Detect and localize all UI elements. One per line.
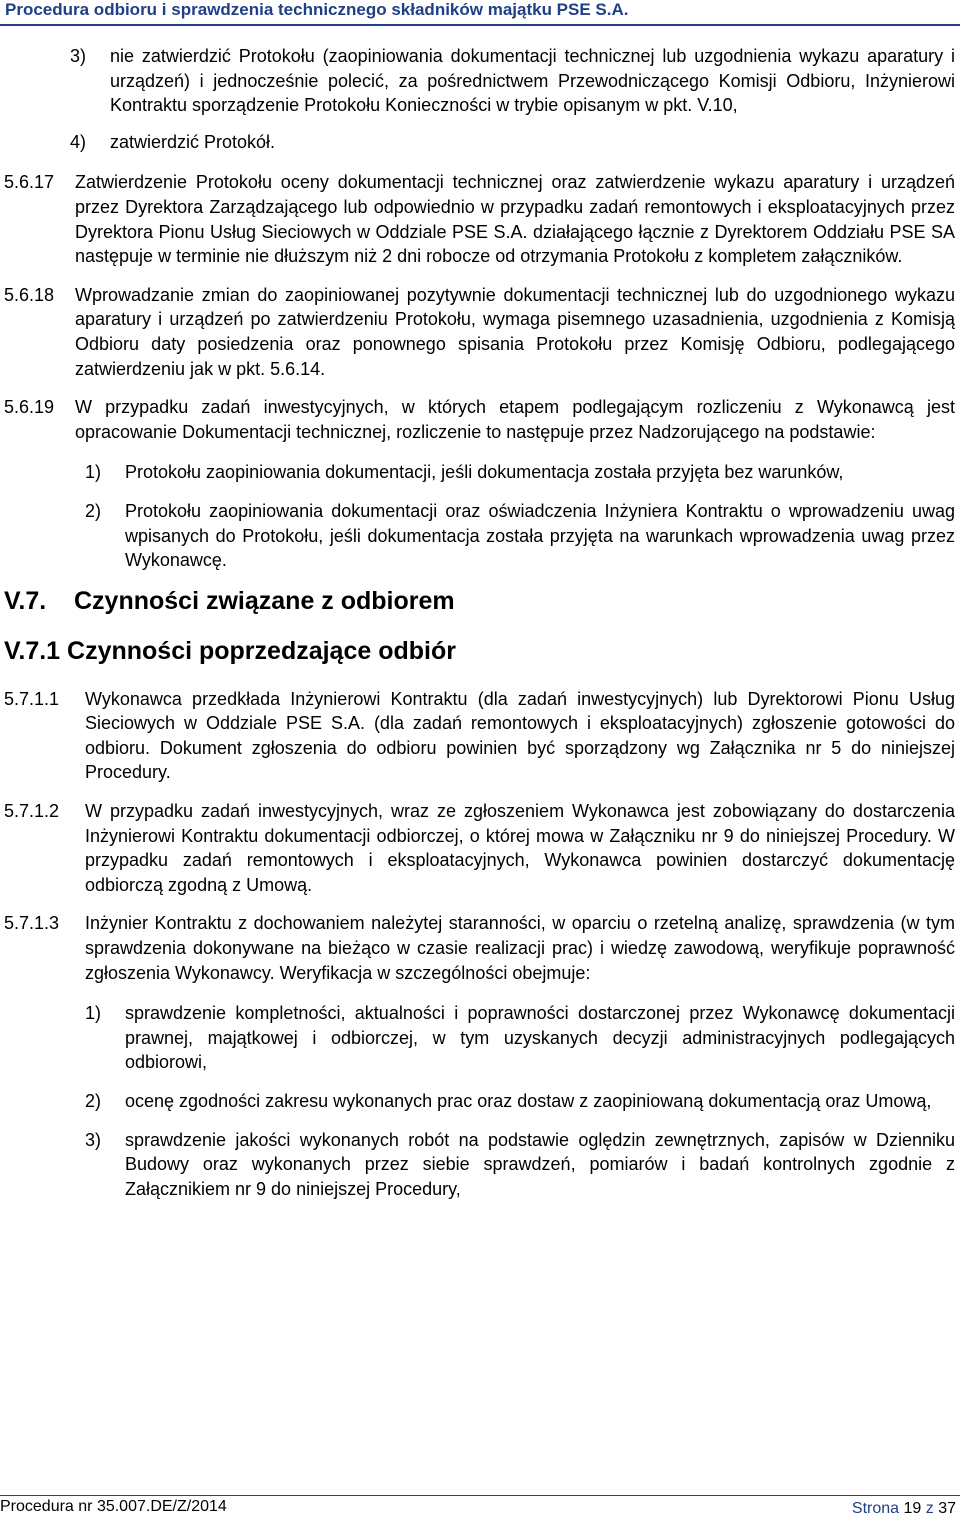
section-title: V.7.1 Czynności poprzedzające odbiór [4, 636, 456, 665]
list-item-4 [70, 130, 955, 155]
section-heading-v7-1 [4, 625, 960, 679]
paragraph-text: Zatwierdzenie Protokołu oceny dokumentacji technicznej oraz zatwierdzenie wykazu aparatury i urządzeń przez Dyrektora Zarządzającego lub odpowiednio w przypadku zadań remontowych i eksploatacyjnych przez Dyrektora Pionu Usług Sieciowych w Oddziale PSE S.A. działającego łącznie z Dyrektorem Oddziału PSE SA następuje w terminie nie dłuższym niż 2 dni robocze od otrzymania Protokołu z kompletem załączników. [75, 172, 955, 267]
list-number: 4) [70, 131, 87, 152]
list-text: Protokołu zaopiniowania dokumentacji, jeśli dokumentacja została przyjęta bez warunków, [125, 462, 844, 483]
paragraph-5-6-19 [4, 395, 955, 444]
list-number: 2) [85, 500, 102, 521]
footer-divider [0, 1495, 960, 1496]
footer-page-indicator [852, 1500, 956, 1518]
paragraph-text: Wykonawca przedkłada Inżynierowi Kontraktu (dla zadań inwestycyjnych) lub Dyrektorowi Pionu Usług Sieciowych w Oddziale PSE S.A. (dla zadań remontowych i eksploatacyjnych) zgłoszenie gotowości do odbioru. Dokument zgłoszenia do odbioru powinien być sporządzony wg Załącznika nr 5 do niniejszej Procedury. [85, 688, 955, 783]
paragraph-text: Inżynier Kontraktu z dochowaniem należytej staranności, w oparciu o rzetelną analizę, sprawdzenia (w tym sprawdzenia dokonywane na bieżąco w czasie realizacji prac) i wiedzę zawodową, weryfikuje poprawność zgłoszenia Wykonawcy. Weryfikacja w szczególności obejmuje: [85, 913, 955, 983]
list-number: 3) [70, 46, 87, 66]
page-header [0, 0, 960, 26]
paragraph-number: 5.6.18 [4, 284, 55, 305]
list-item-5-6-19-2 [85, 499, 955, 573]
page-total: 37 [938, 1500, 956, 1517]
section-title: Czynności związane z odbiorem [74, 586, 455, 615]
page-current: 19 [903, 1500, 922, 1517]
section-number: V.7. [4, 586, 47, 615]
list-number: 3) [85, 1129, 102, 1150]
list-text: ocenę zgodności zakresu wykonanych prac oraz dostaw z zaopiniowaną dokumentacją oraz Umową, [125, 1091, 932, 1111]
page-label: Strona [851, 1500, 900, 1517]
list-item-5-6-19-1 [85, 460, 955, 485]
document-title: Procedura odbioru i sprawdzenia technicznego składników majątku PSE S.A. [5, 0, 629, 19]
paragraph-number: 5.7.1.1 [4, 688, 60, 709]
paragraph-5-6-17 [4, 170, 955, 268]
list-item-5-7-1-3-1 [85, 1001, 955, 1075]
list-item-5-7-1-3-3 [85, 1128, 955, 1202]
paragraph-5-7-1-2 [4, 799, 955, 897]
page-separator: z [925, 1500, 934, 1517]
list-text: sprawdzenie kompletności, aktualności i poprawności dostarczonej przez Wykonawcę dokumentacji prawnej, majątkowej i odbiorczej, w tym uzyskanych decyzji administracyjnych podlegających odbiorowi, [125, 1003, 955, 1073]
paragraph-number: 5.6.19 [4, 397, 55, 418]
paragraph-text: Wprowadzanie zmian do zaopiniowanej pozytywnie dokumentacji technicznej lub do uzgodnionego wykazu aparatury i urządzeń po zatwierdzeniu Protokołu, wymaga pisemnego uzasadnienia, uzgodnienia z Komisją Odbioru daty posiedzenia oraz ponownego spisania Protokołu przez Komisję Odbioru, podlegającego zatwierdzeniu jak w pkt. 5.6.14. [75, 284, 955, 379]
paragraph-5-7-1-3 [4, 911, 955, 985]
paragraph-5-6-18 [4, 283, 955, 381]
list-text: Protokołu zaopiniowania dokumentacji oraz oświadczenia Inżyniera Kontraktu o wprowadzeniu uwag wpisanych do Protokołu, jeśli dokumentacja została przyjęta na warunkach wprowadzenia uwag przez Wykonawcę. [125, 500, 955, 571]
paragraph-number: 5.7.1.3 [4, 913, 60, 934]
list-text: nie zatwierdzić Protokołu (zaopiniowania dokumentacji technicznej lub uzgodnienia wykazu aparatury i urządzeń) i jednocześnie polecić, za pośrednictwem Przewodniczącego Komisji Odbioru, Inżynierowi Kontraktu sporządzenie Protokołu Konieczności w trybie opisanym w pkt. V.10, [110, 46, 955, 116]
footer-doc-number: Procedura nr 35.007.DE/Z/2014 [0, 1498, 227, 1515]
paragraph-number: 5.6.17 [4, 172, 55, 193]
list-number: 1) [85, 462, 102, 483]
paragraph-5-7-1-1 [4, 687, 955, 785]
list-item-3 [70, 44, 955, 118]
list-number: 2) [85, 1091, 102, 1111]
paragraph-text: W przypadku zadań inwestycyjnych, w których etapem podlegającym rozliczeniu z Wykonawcą jest opracowanie Dokumentacji technicznej, rozliczenie to następuje przez Nadzorującego na podstawie: [75, 397, 955, 442]
section-heading-v7 [4, 581, 960, 625]
paragraph-text: W przypadku zadań inwestycyjnych, wraz ze zgłoszeniem Wykonawca jest zobowiązany do dostarczenia Inżynierowi Kontraktu dokumentacji odbiorczej, o której mowa w Załączniku nr 9 do niniejszej Procedury. W przypadku zadań remontowych i eksploatacyjnych, Wykonawca powinien dostarczyć dokumentację odbiorczą zgodną z Umową. [85, 801, 955, 895]
list-number: 1) [85, 1003, 102, 1024]
document-body [0, 44, 960, 1213]
list-item-5-7-1-3-2 [85, 1089, 955, 1114]
paragraph-number: 5.7.1.2 [4, 801, 60, 822]
list-text: sprawdzenie jakości wykonanych robót na podstawie oględzin zewnętrznych, zapisów w Dzienniku Budowy oraz wykonanych przez siebie sprawdzeń, pomiarów i badań kontrolnych zgodnie z Załącznikiem nr 9 do niniejszej Procedury, [125, 1129, 955, 1199]
list-text: zatwierdzić Protokół. [110, 131, 276, 152]
